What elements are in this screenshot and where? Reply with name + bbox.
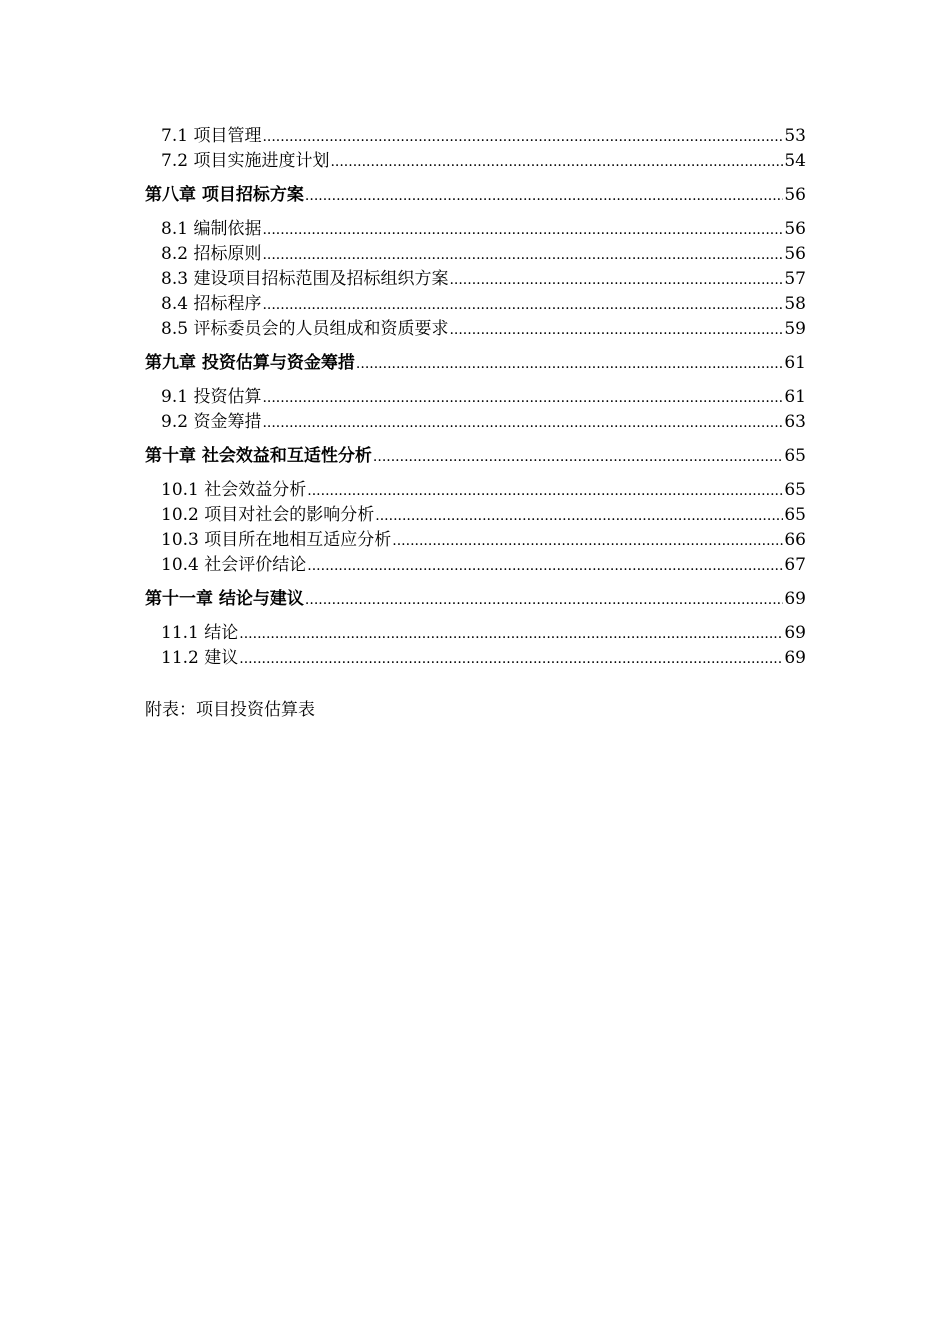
toc-page-number: 63 [784,412,806,432]
toc-page-number: 57 [784,269,806,289]
toc-dot-leader [239,621,783,647]
toc-entry-label: 9.2 资金筹措 [161,412,262,432]
toc-dot-leader [239,646,783,672]
toc-chapter-entry[interactable] [145,351,806,376]
toc-page-number: 66 [784,530,806,550]
toc-section-entry[interactable] [145,621,806,646]
toc-section-entry[interactable] [145,553,806,578]
toc-dot-leader [262,124,783,150]
toc-dot-leader [330,149,783,175]
toc-section-entry[interactable] [145,124,806,149]
toc-entry-label: 9.1 投资估算 [161,387,262,407]
toc-page-number: 59 [784,319,806,339]
toc-dot-leader [375,503,783,529]
appendix-label: 附表：项目投资估算表 [145,700,315,720]
toc-entry-label: 7.1 项目管理 [161,126,262,146]
toc-dot-leader [262,292,783,318]
toc-page-number: 58 [784,294,806,314]
toc-dot-leader [449,317,783,343]
toc-entry-label: 第十一章 结论与建议 [145,589,304,609]
toc-section-entry[interactable] [145,503,806,528]
toc-entry-label: 8.5 评标委员会的人员组成和资质要求 [161,319,449,339]
toc-page-number: 61 [784,387,806,407]
toc-section-entry[interactable] [145,646,806,671]
toc-section-entry[interactable] [145,217,806,242]
toc-dot-leader [307,478,783,504]
toc-dot-leader [449,267,783,293]
toc-dot-leader [305,587,783,613]
toc-page-number: 69 [784,589,806,609]
toc-entry-label: 10.4 社会评价结论 [161,555,307,575]
toc-page-number: 61 [784,353,806,373]
toc-entry-label: 第八章 项目招标方案 [145,185,304,205]
toc-page-number: 69 [784,623,806,643]
toc-page-number: 69 [784,648,806,668]
toc-page-number: 53 [784,126,806,146]
toc-entry-label: 11.1 结论 [161,623,239,643]
toc-dot-leader [262,385,783,411]
toc-entry-label: 11.2 建议 [161,648,239,668]
toc-dot-leader [262,242,783,268]
toc-entry-label: 10.1 社会效益分析 [161,480,307,500]
toc-dot-leader [392,528,783,554]
toc-section-entry[interactable] [145,385,806,410]
toc-section-entry[interactable] [145,528,806,553]
toc-entry-label: 10.2 项目对社会的影响分析 [161,505,375,525]
toc-section-entry[interactable] [145,292,806,317]
toc-entry-label: 第九章 投资估算与资金筹措 [145,353,355,373]
toc-page-number: 65 [784,480,806,500]
toc-entry-label: 第十章 社会效益和互适性分析 [145,446,372,466]
toc-section-entry[interactable] [145,317,806,342]
toc-section-entry[interactable] [145,410,806,435]
toc-page-number: 67 [784,555,806,575]
toc-page-number: 65 [784,505,806,525]
toc-section-entry[interactable] [145,267,806,292]
toc-entry-label: 8.1 编制依据 [161,219,262,239]
toc-dot-leader [262,217,783,243]
toc-chapter-entry[interactable] [145,444,806,469]
toc-page-number: 56 [784,219,806,239]
toc-page-number: 56 [784,185,806,205]
toc-dot-leader [262,410,783,436]
toc-dot-leader [356,351,783,377]
toc-entry-label: 8.2 招标原则 [161,244,262,264]
toc-section-entry[interactable] [145,242,806,267]
toc-section-entry[interactable] [145,478,806,503]
toc-entry-label: 7.2 项目实施进度计划 [161,151,330,171]
toc-entry-label: 8.4 招标程序 [161,294,262,314]
toc-chapter-entry[interactable] [145,587,806,612]
toc-section-entry[interactable] [145,149,806,174]
toc-dot-leader [307,553,783,579]
toc-page-number: 65 [784,446,806,466]
toc-dot-leader [373,444,783,470]
table-of-contents [145,124,806,671]
toc-page-number: 54 [784,151,806,171]
toc-entry-label: 10.3 项目所在地相互适应分析 [161,530,392,550]
toc-chapter-entry[interactable] [145,183,806,208]
toc-dot-leader [305,183,783,209]
toc-entry-label: 8.3 建设项目招标范围及招标组织方案 [161,269,449,289]
toc-page-number: 56 [784,244,806,264]
